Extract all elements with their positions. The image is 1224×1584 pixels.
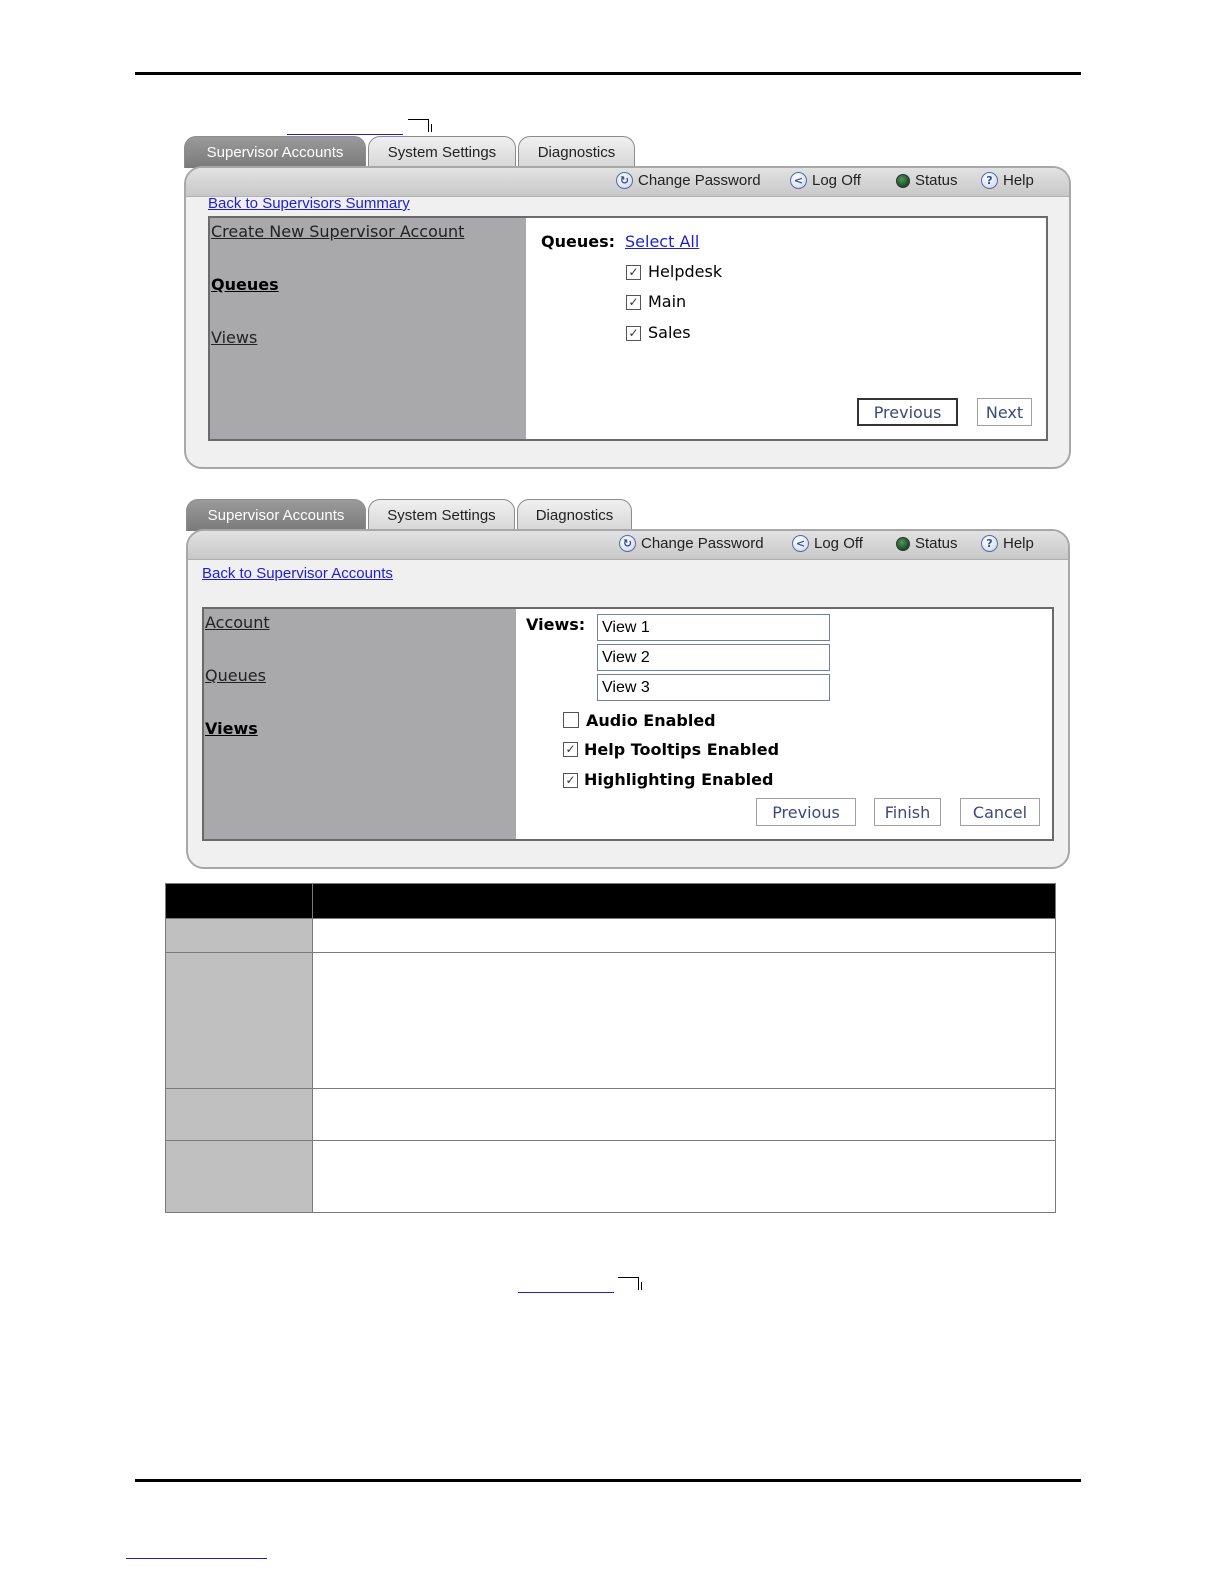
table-key-cell [166, 953, 313, 1089]
tab-supervisor-accounts[interactable]: Supervisor Accounts [186, 499, 366, 531]
status-label: Status [915, 535, 958, 552]
table-key-cell [166, 1141, 313, 1213]
panel-frame [186, 529, 1070, 869]
help-label: Help [1003, 535, 1034, 552]
tab-system-settings[interactable]: System Settings [368, 136, 516, 168]
queue-checkbox-main[interactable]: ✓ [626, 295, 641, 310]
change-password-button[interactable] [619, 535, 764, 552]
view-1-field[interactable]: View 1 [597, 614, 830, 641]
sidebar-item-views[interactable]: Views [211, 328, 258, 347]
tab-diagnostics[interactable]: Diagnostics [518, 136, 635, 168]
back-to-supervisors-summary-link[interactable]: Back to Supervisors Summary [208, 195, 410, 212]
help-icon: ? [981, 535, 998, 552]
log-off-label: Log Off [812, 172, 861, 189]
help-label: Help [1003, 172, 1034, 189]
table-header-cell [313, 884, 1056, 919]
sidebar-item-views[interactable]: Views [205, 719, 258, 738]
sidebar-item-account[interactable]: Account [205, 613, 270, 632]
status-indicator-icon [896, 174, 910, 188]
status-button[interactable] [896, 172, 958, 189]
back-arrow-icon: < [790, 172, 807, 189]
next-button[interactable]: Next [977, 398, 1032, 426]
sidebar-item-queues[interactable]: Queues [211, 275, 279, 294]
help-icon: ? [981, 172, 998, 189]
audio-enabled-checkbox[interactable] [563, 712, 579, 728]
content-area [208, 216, 1048, 441]
help-tooltips-checkbox[interactable]: ✓ [563, 742, 578, 757]
table-value-cell [313, 1141, 1056, 1213]
status-label: Status [915, 172, 958, 189]
sidebar-item-queues[interactable]: Queues [205, 666, 266, 685]
toolbar [188, 531, 1068, 560]
toolbar [186, 168, 1069, 197]
table-header-cell [166, 884, 313, 919]
change-password-label: Change Password [638, 172, 761, 189]
previous-button[interactable]: Previous [756, 798, 856, 826]
cross-reference-icon [408, 119, 429, 132]
log-off-button[interactable] [792, 535, 863, 552]
refresh-icon: ↻ [616, 172, 633, 189]
table-row [166, 1089, 1056, 1141]
cancel-button[interactable]: Cancel [960, 798, 1040, 826]
tab-supervisor-accounts[interactable]: Supervisor Accounts [184, 136, 366, 168]
change-password-label: Change Password [641, 535, 764, 552]
highlighting-label: Highlighting Enabled [584, 770, 774, 789]
help-button[interactable] [981, 535, 1034, 552]
table-value-cell [313, 953, 1056, 1089]
status-button[interactable] [896, 535, 958, 552]
queue-checkbox-sales[interactable]: ✓ [626, 326, 641, 341]
supervisor-views-panel [186, 499, 1070, 869]
log-off-button[interactable] [790, 172, 861, 189]
table-value-cell [313, 1089, 1056, 1141]
select-all-link[interactable]: Select All [625, 232, 700, 251]
back-to-supervisor-accounts-link[interactable]: Back to Supervisor Accounts [202, 565, 393, 582]
table-row [166, 919, 1056, 953]
queue-label-sales: Sales [648, 323, 691, 342]
table-row [166, 1141, 1056, 1213]
finish-button[interactable]: Finish [874, 798, 941, 826]
footer-link[interactable] [126, 1558, 267, 1559]
cross-reference-icon [618, 1277, 639, 1290]
change-password-button[interactable] [616, 172, 761, 189]
queues-label: Queues: [541, 232, 616, 251]
view-2-field[interactable]: View 2 [597, 644, 830, 671]
help-button[interactable] [981, 172, 1034, 189]
supervisor-queues-panel [184, 136, 1071, 469]
sidebar-item-create-account[interactable]: Create New Supervisor Account [211, 222, 465, 241]
table-key-cell [166, 1089, 313, 1141]
back-arrow-icon: < [792, 535, 809, 552]
refresh-icon: ↻ [619, 535, 636, 552]
cross-reference-link[interactable] [287, 134, 403, 135]
tab-diagnostics[interactable]: Diagnostics [517, 499, 632, 531]
audio-enabled-label: Audio Enabled [586, 711, 716, 730]
settings-table [165, 883, 1056, 1213]
help-tooltips-label: Help Tooltips Enabled [584, 740, 780, 759]
sidebar [210, 218, 526, 439]
table-key-cell [166, 919, 313, 953]
footer-rule [135, 1479, 1081, 1482]
sidebar [204, 609, 516, 839]
view-3-field[interactable]: View 3 [597, 674, 830, 701]
table-row [166, 953, 1056, 1089]
queue-label-main: Main [648, 292, 687, 311]
header-rule [135, 72, 1081, 75]
content-area [202, 607, 1054, 841]
tab-system-settings[interactable]: System Settings [368, 499, 515, 531]
status-indicator-icon [896, 537, 910, 551]
log-off-label: Log Off [814, 535, 863, 552]
views-label: Views: [526, 615, 586, 634]
previous-button[interactable]: Previous [857, 398, 958, 426]
panel-frame [184, 166, 1071, 469]
queue-label-helpdesk: Helpdesk [648, 262, 723, 281]
queue-checkbox-helpdesk[interactable]: ✓ [626, 265, 641, 280]
table-value-cell [313, 919, 1056, 953]
highlighting-checkbox[interactable]: ✓ [563, 773, 578, 788]
cross-reference-link[interactable] [518, 1292, 614, 1293]
table-header-row [166, 884, 1056, 919]
